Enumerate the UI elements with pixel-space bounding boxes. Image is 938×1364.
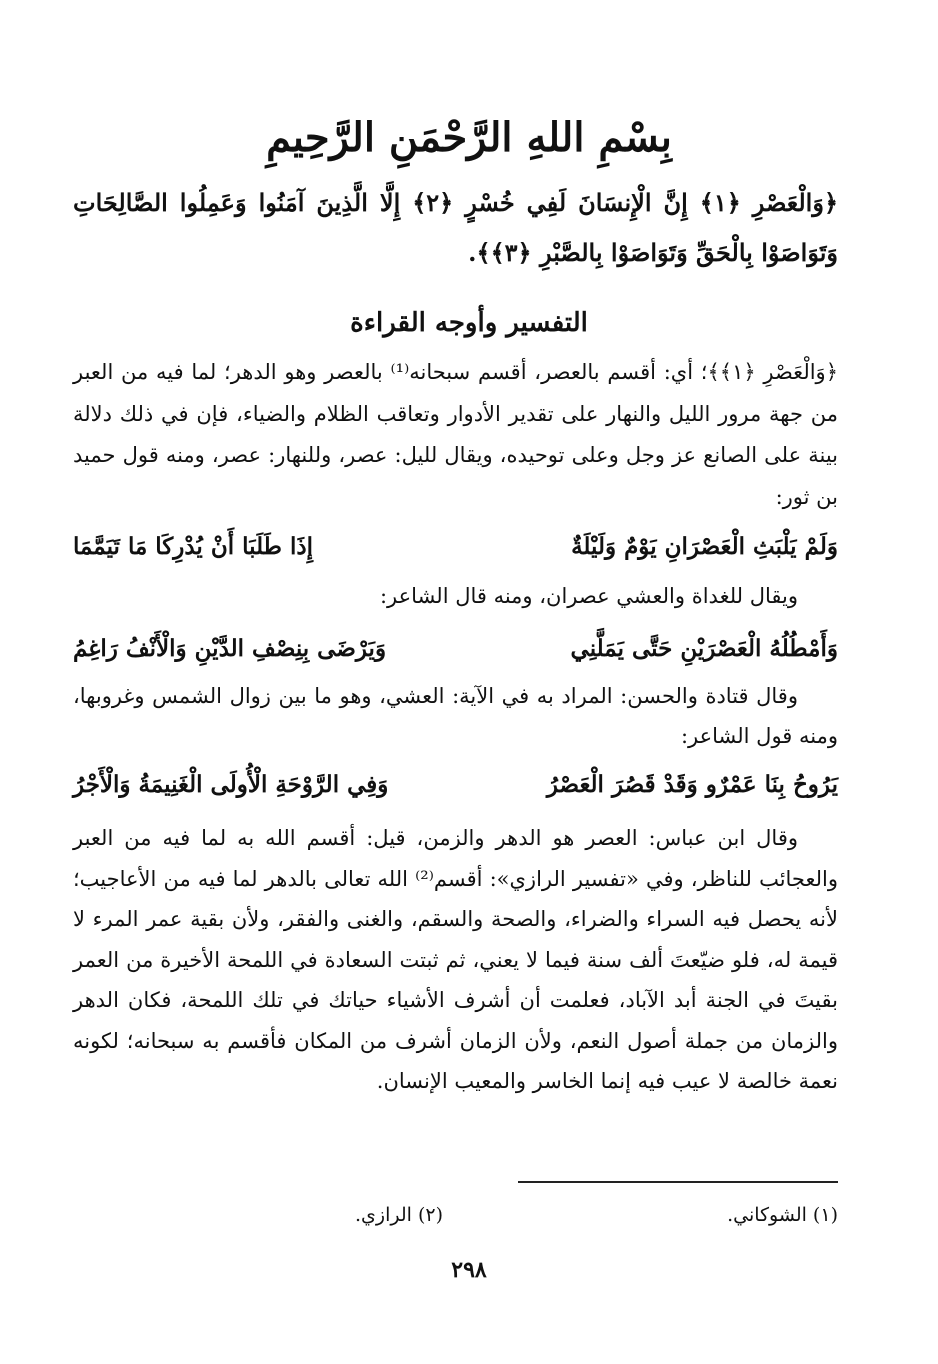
paragraph-text: ﴿وَالْعَصْرِ ﴿١﴾﴾؛ أي: أقسم بالعصر، أقسم سبحانه⁽¹⁾ بالعصر وهو الدهر؛ لما فيه من العبر من جهة مرور الليل والنهار على تقدير الأدوار وتعاقب الظلام والضياء، فإن في ذلك دلالة بينة على الصانع عز وجل وعلى توحيده، ويقال لليل: عصر، وللنهار: عصر، ومنه قول حميد بن ثور: xyxy=(73,360,838,509)
section-heading: التفسير وأوجه القراءة xyxy=(350,308,588,338)
footnote-separator xyxy=(518,1181,838,1183)
paragraph-text: ويقال للغداة والعشي عصران، ومنه قال الشاعر: xyxy=(379,584,798,608)
verse-second-hemistich: وَفِي الرَّوْحَةِ الْأُولَى الْغَنِيمَةُ وَالْأَجْرُ xyxy=(73,771,389,798)
paragraph-text: وقال قتادة والحسن: المراد به في الآية: العشي، وهو ما بين زوال الشمس وغروبها، ومنه قول الشاعر: xyxy=(73,684,838,748)
paragraph-tafsir-4 xyxy=(73,818,838,1102)
verse-first-hemistich: وَأَمْطُلُهُ الْعَصْرَيْنِ حَتَّى يَمَلَّنِي xyxy=(570,635,838,662)
verse-second-hemistich: إِذَا طَلَبَا أَنْ يُدْرِكَا مَا تَيَمَّمَا xyxy=(73,533,314,560)
paragraph-tafsir-3 xyxy=(73,676,838,756)
poetry-verse-1 xyxy=(73,522,838,572)
paragraph-tafsir-1 xyxy=(73,352,838,518)
footnote-2: (٢) الرازي. xyxy=(354,1204,443,1226)
verse-first-hemistich: وَلَمْ يَلْبَثِ الْعَصْرَانِ يَوْمٌ وَلَيْلَةٌ xyxy=(571,533,838,560)
verse-first-hemistich: يَرُوحُ بِنَا عَمْرٌو وَقَدْ قَصُرَ الْعَصْرُ xyxy=(546,771,838,798)
poetry-verse-2 xyxy=(73,624,838,674)
basmala: بِسْمِ اللهِ الرَّحْمَنِ الرَّحِيمِ xyxy=(266,114,672,161)
verse-second-hemistich: وَيَرْضَى بِنِصْفِ الدَّيْنِ وَالْأَنْفُ رَاغِمُ xyxy=(73,635,387,662)
paragraph-text: وقال ابن عباس: العصر هو الدهر والزمن، قيل: أقسم الله به لما فيه من العبر والعجائب للناظر، وفي «تفسير الرازي»: أقسم⁽²⁾ الله تعالى بالدهر لما فيه من الأعاجيب؛ لأنه يحصل فيه السراء والضراء، والصحة والسقم، والغنى والفقر، ولأن بقية عمر المرء لا قيمة له، فلو ضيّعتَ ألف سنة فيما لا يعني، ثم ثبتت السعادة في اللمحة الأخيرة من العمر بقيتَ في الجنة أبد الآباد، فعلمت أن أشرف الأشياء حياتك في تلك اللمحة، فكان الدهر والزمان من جملة أصول النعم، ولأن الزمان أشرف من المكان فأقسم به سبحانه؛ لكونه نعمة خالصة لا عيب فيه إنما الخاسر والمعيب الإنسان. xyxy=(73,826,838,1093)
footnotes xyxy=(73,1198,838,1232)
footnote-1: (١) الشوكاني. xyxy=(727,1204,838,1226)
surah-verses: ﴿وَالْعَصْرِ ﴿١﴾ إِنَّ الْإِنسَانَ لَفِي خُسْرٍ ﴿٢﴾ إِلَّا الَّذِينَ آمَنُوا وَعَمِلُوا الصَّالِحَاتِ وَتَوَاصَوْا بِالْحَقِّ وَتَوَاصَوْا بِالصَّبْرِ ﴿٣﴾﴾. xyxy=(73,188,839,267)
poetry-verse-3 xyxy=(73,760,838,810)
page-number: ٢٩٨ xyxy=(451,1257,487,1283)
paragraph-tafsir-2 xyxy=(73,576,838,616)
